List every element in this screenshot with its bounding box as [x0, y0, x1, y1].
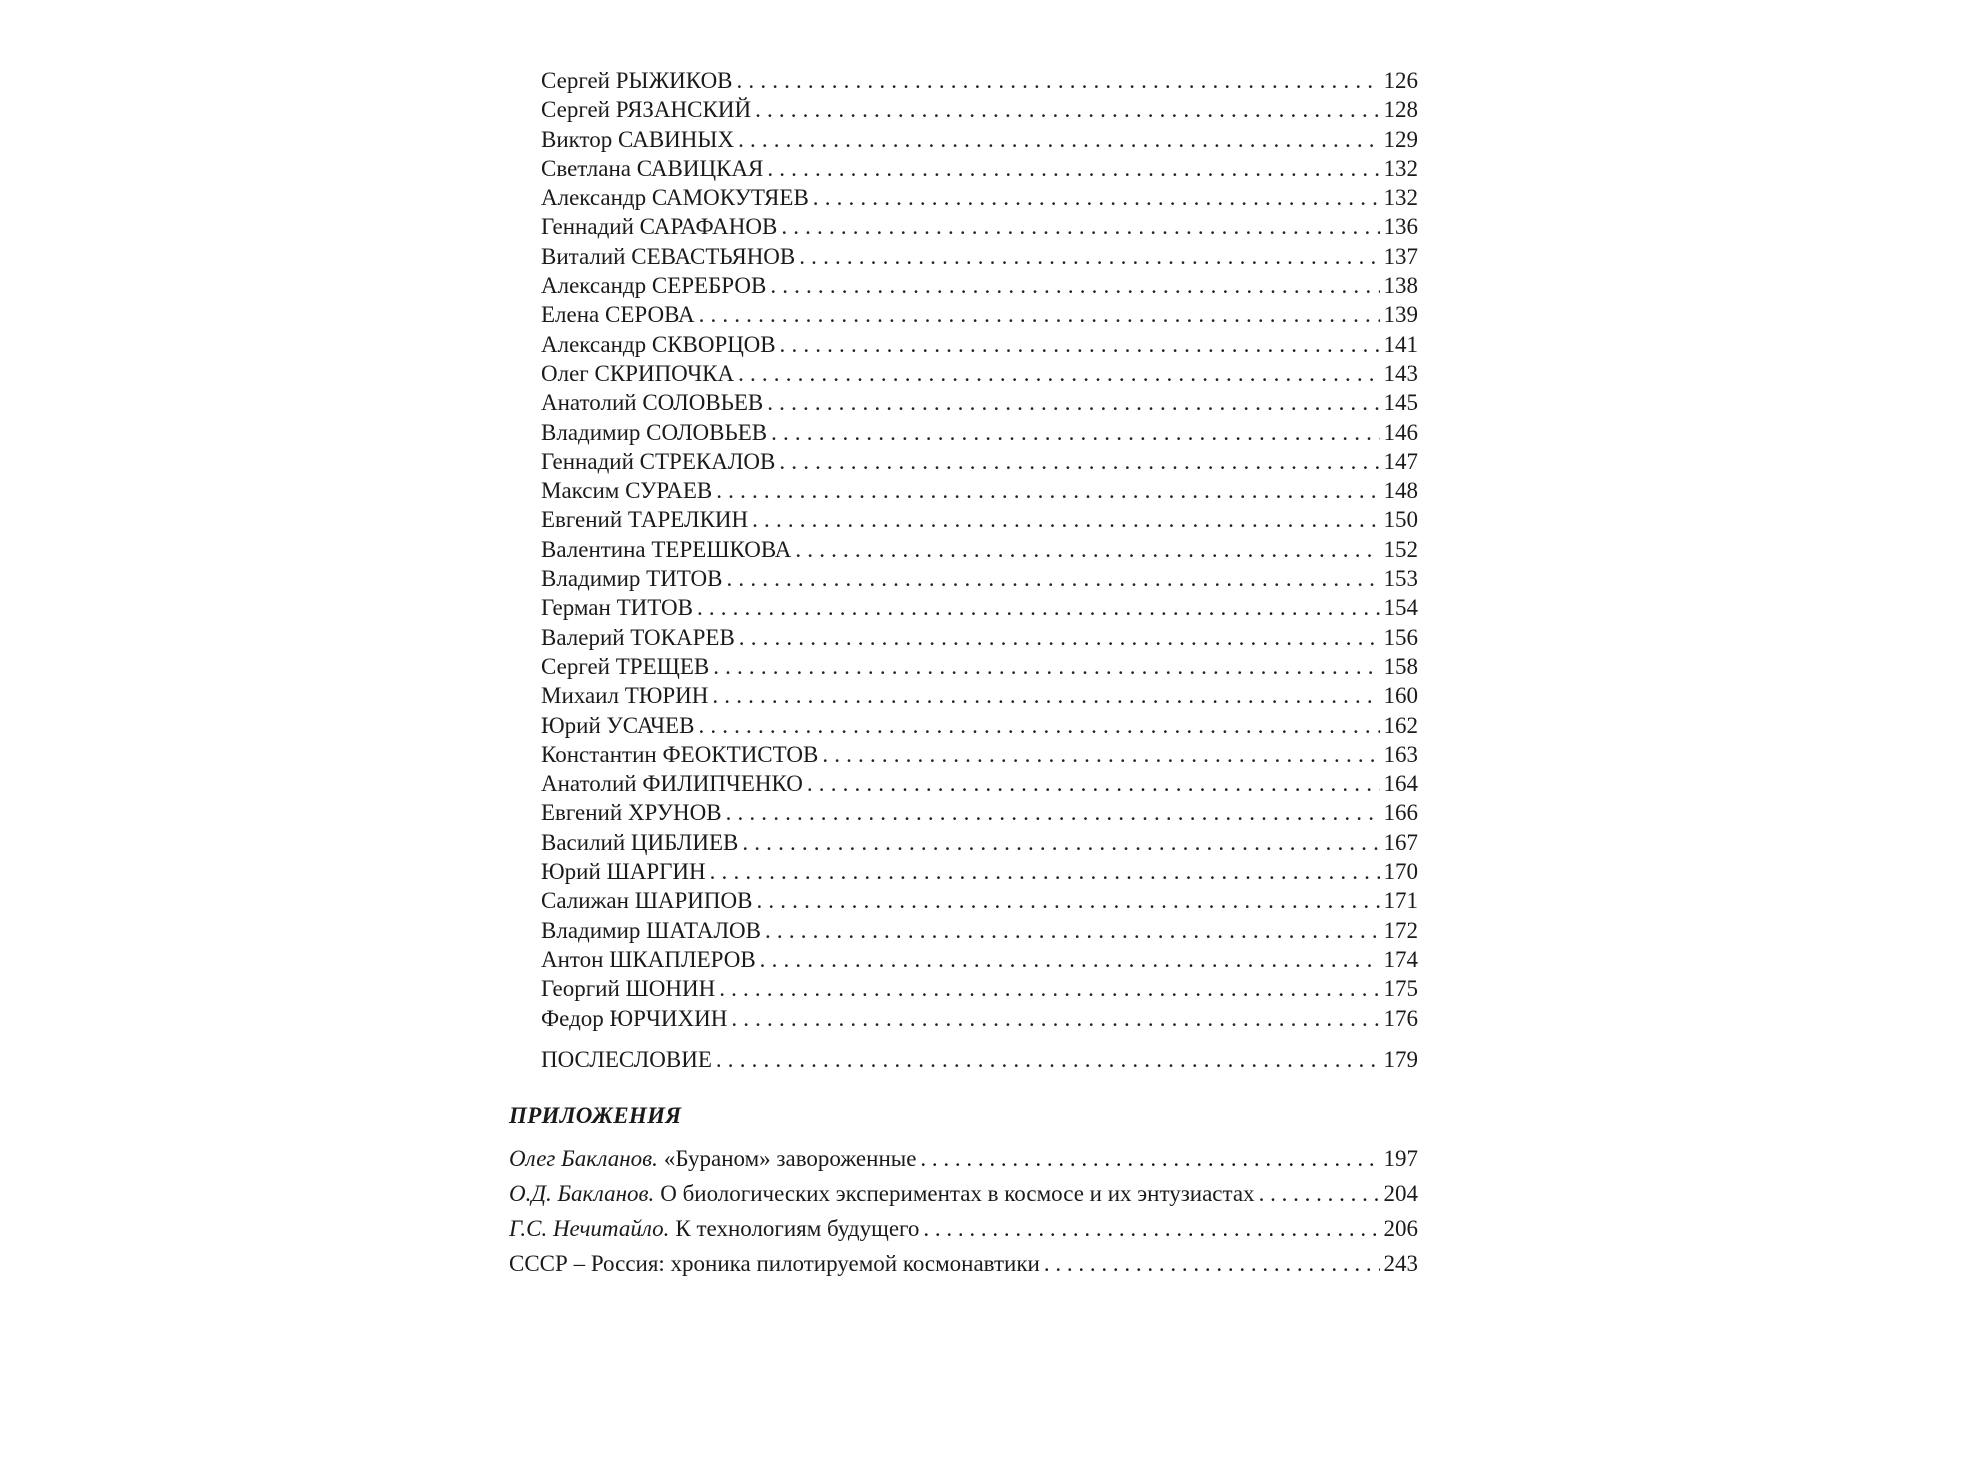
toc-entry [541, 418, 1418, 447]
toc-entry-name: Владимир ШАТАЛОВ [541, 917, 762, 943]
toc-entry [541, 212, 1418, 241]
toc-entry [541, 359, 1418, 388]
toc-entry-name: Федор ЮРЧИХИН [541, 1005, 728, 1031]
toc-entry [541, 242, 1418, 271]
toc-entry-page-number: 150 [1383, 507, 1418, 533]
toc-entry [541, 828, 1418, 857]
toc-entry-page-number: 176 [1383, 1005, 1418, 1031]
toc-entry [541, 769, 1418, 798]
toc-entry [541, 330, 1418, 359]
appendix-entry [509, 1176, 1418, 1211]
toc-entry-page-number: 137 [1383, 243, 1418, 269]
toc-entry-page-number: 164 [1383, 771, 1418, 797]
dot-leader [763, 154, 1379, 183]
toc-entry-name: Юрий УСАЧЕВ [541, 712, 695, 738]
appendix-entry-page-number: 206 [1383, 1216, 1418, 1241]
dot-leader [818, 740, 1379, 769]
toc-entry-page-number: 162 [1383, 712, 1418, 738]
toc-entry-page-number: 136 [1383, 214, 1418, 240]
dot-leader [777, 212, 1379, 241]
toc-entry-page-number: 132 [1383, 185, 1418, 211]
toc-entry-page-number: 148 [1383, 478, 1418, 504]
toc-entry-name: Герман ТИТОВ [541, 595, 693, 621]
toc-entry [541, 974, 1418, 1003]
appendix-entry [509, 1211, 1418, 1246]
toc-entry-name: ПОСЛЕСЛОВИЕ [541, 1046, 712, 1072]
toc-entry [541, 271, 1418, 300]
dot-leader [712, 476, 1379, 505]
toc-entry [541, 916, 1418, 945]
dot-leader [763, 388, 1379, 417]
dot-leader [727, 1004, 1379, 1033]
toc-entry-page-number: 139 [1383, 302, 1418, 328]
dot-leader [761, 916, 1379, 945]
appendix-entry [509, 1141, 1418, 1176]
toc-entry-page-number: 163 [1383, 741, 1418, 767]
toc-entry-page-number: 158 [1383, 653, 1418, 679]
dot-leader [695, 300, 1380, 329]
appendix-list [509, 1141, 1418, 1281]
toc-entry [541, 447, 1418, 476]
dot-leader [919, 1211, 1379, 1246]
dot-leader [706, 857, 1380, 886]
toc-entry-name: Виталий СЕВАСТЬЯНОВ [541, 243, 796, 269]
toc-entry-page-number: 146 [1383, 419, 1418, 445]
toc-entry [541, 564, 1418, 593]
toc-entry-name: Сергей ТРЕЩЕВ [541, 653, 710, 679]
toc-entry [541, 95, 1418, 124]
toc-entry [541, 476, 1418, 505]
dot-leader [715, 974, 1379, 1003]
toc-entry-name: Салижан ШАРИПОВ [541, 888, 753, 914]
dot-leader [776, 330, 1380, 359]
toc-entry-page-number: 128 [1383, 97, 1418, 123]
dot-leader [748, 505, 1379, 534]
toc-entry-name: Михаил ТЮРИН [541, 683, 709, 709]
toc-entry-name: Георгий ШОНИН [541, 976, 716, 1002]
toc-entry-name: Сергей РЫЖИКОВ [541, 68, 733, 93]
appendix-entry-title: К технологиям будущего [675, 1216, 920, 1241]
toc-entry-page-number: 147 [1383, 448, 1418, 474]
toc-entry-page-number: 141 [1383, 331, 1418, 357]
toc-entry [541, 711, 1418, 740]
dot-leader [738, 828, 1379, 857]
dot-leader [734, 359, 1379, 388]
dot-leader [803, 769, 1380, 798]
dot-leader [709, 652, 1379, 681]
toc-entry-name: Анатолий СОЛОВЬЕВ [541, 390, 764, 416]
toc-entry [541, 652, 1418, 681]
dot-leader [916, 1141, 1379, 1176]
table-of-contents [541, 66, 1418, 1074]
dot-leader [775, 447, 1379, 476]
toc-entry-name: Евгений ХРУНОВ [541, 800, 722, 826]
toc-entry-name: Константин ФЕОКТИСТОВ [541, 741, 819, 767]
toc-entry-page-number: 132 [1383, 155, 1418, 181]
toc-entry-name: Виктор САВИНЫХ [541, 126, 735, 152]
toc-entry-name: Валентина ТЕРЕШКОВА [541, 536, 792, 562]
toc-entry-name: Александр СКВОРЦОВ [541, 331, 776, 357]
toc-entry [541, 66, 1418, 95]
toc-entry [541, 857, 1418, 886]
toc-entry-name: Валерий ТОКАРЕВ [541, 624, 735, 650]
dot-leader [708, 681, 1379, 710]
toc-entry-name: Максим СУРАЕВ [541, 478, 713, 504]
dot-leader [767, 418, 1379, 447]
dot-leader [1255, 1176, 1380, 1211]
toc-entry [541, 154, 1418, 183]
dot-leader [733, 66, 1380, 95]
toc-entry-name: Юрий ШАРГИН [541, 859, 706, 885]
appendix-entry-title: СССР – Россия: хроника пилотируемой космонавтики [509, 1251, 1040, 1276]
toc-entry-name: Анатолий ФИЛИПЧЕНКО [541, 771, 803, 797]
toc-entry-page-number: 154 [1383, 595, 1418, 621]
toc-entry-page-number: 153 [1383, 566, 1418, 592]
toc-entry [541, 535, 1418, 564]
toc-entry-page-number: 171 [1383, 888, 1418, 914]
toc-entry-name: Светлана САВИЦКАЯ [541, 155, 764, 181]
toc-entry-name: Елена СЕРОВА [541, 302, 695, 328]
toc-entry [541, 681, 1418, 710]
appendix-entry-author: Г.С. Нечитайло. [509, 1216, 670, 1241]
toc-entry [541, 300, 1418, 329]
appendix-entry-title: О биологических экспериментах в космосе и их энтузиастах [660, 1181, 1255, 1206]
dot-leader [693, 593, 1380, 622]
appendix-entry-title: «Бураном» завороженные [663, 1146, 917, 1171]
toc-entry-page-number: 167 [1383, 829, 1418, 855]
toc-entry-name: Владимир СОЛОВЬЕВ [541, 419, 768, 445]
toc-entry-name: Александр СЕРЕБРОВ [541, 273, 767, 299]
toc-entry-name: Антон ШКАПЛЕРОВ [541, 946, 756, 972]
toc-entry-afterword [541, 1045, 1418, 1074]
toc-entry [541, 623, 1418, 652]
toc-entry-page-number: 138 [1383, 273, 1418, 299]
toc-entry [541, 388, 1418, 417]
toc-entry-page-number: 156 [1383, 624, 1418, 650]
appendix-entry-page-number: 243 [1383, 1251, 1418, 1276]
toc-entry-name: Сергей РЯЗАНСКИЙ [541, 97, 752, 123]
toc-entry [541, 740, 1418, 769]
toc-entry-page-number: 152 [1383, 536, 1418, 562]
dot-leader [756, 945, 1380, 974]
toc-entry-page-number: 179 [1383, 1046, 1418, 1072]
dot-leader [723, 564, 1380, 593]
toc-entry-name: Евгений ТАРЕЛКИН [541, 507, 749, 533]
dot-leader [752, 886, 1379, 915]
toc-entry [541, 798, 1418, 827]
dot-leader [734, 125, 1379, 154]
toc-entry-page-number: 129 [1383, 126, 1418, 152]
toc-entry-page-number: 166 [1383, 800, 1418, 826]
appendix-heading: ПРИЛОЖЕНИЯ [509, 1103, 682, 1128]
dot-leader [1040, 1246, 1380, 1281]
toc-entry-name: Олег СКРИПОЧКА [541, 360, 735, 386]
appendix-entry-page-number: 197 [1383, 1146, 1418, 1171]
toc-entry [541, 505, 1418, 534]
appendix-entry-author: О.Д. Бакланов. [509, 1181, 655, 1206]
toc-entry-page-number: 143 [1383, 360, 1418, 386]
toc-entry-page-number: 160 [1383, 683, 1418, 709]
toc-entry-page-number: 145 [1383, 390, 1418, 416]
toc-entry [541, 945, 1418, 974]
dot-leader [735, 623, 1380, 652]
appendix-entry [509, 1246, 1418, 1281]
dot-leader [712, 1045, 1380, 1074]
dot-leader [766, 271, 1379, 300]
toc-entry-name: Геннадий СТРЕКАЛОВ [541, 448, 776, 474]
toc-entry [541, 183, 1418, 212]
toc-entry-page-number: 175 [1383, 976, 1418, 1002]
toc-entry-name: Василий ЦИБЛИЕВ [541, 829, 739, 855]
dot-leader [791, 535, 1379, 564]
appendix-entry-page-number: 204 [1383, 1181, 1418, 1206]
toc-entry-page-number: 172 [1383, 917, 1418, 943]
toc-entry-page-number: 174 [1383, 946, 1418, 972]
toc-entry-name: Александр САМОКУТЯЕВ [541, 185, 809, 211]
toc-entry [541, 593, 1418, 622]
appendix-entry-author: Олег Бакланов. [509, 1146, 658, 1171]
toc-entry-page-number: 170 [1383, 859, 1418, 885]
toc-entry [541, 1004, 1418, 1033]
toc-entry-name: Владимир ТИТОВ [541, 566, 723, 592]
toc-entry-name: Геннадий САРАФАНОВ [541, 214, 778, 240]
dot-leader [722, 798, 1380, 827]
dot-leader [694, 711, 1379, 740]
dot-leader [751, 95, 1379, 124]
dot-leader [809, 183, 1380, 212]
toc-entry [541, 886, 1418, 915]
dot-leader [795, 242, 1379, 271]
toc-entry-page-number: 126 [1383, 68, 1418, 93]
toc-entry [541, 125, 1418, 154]
